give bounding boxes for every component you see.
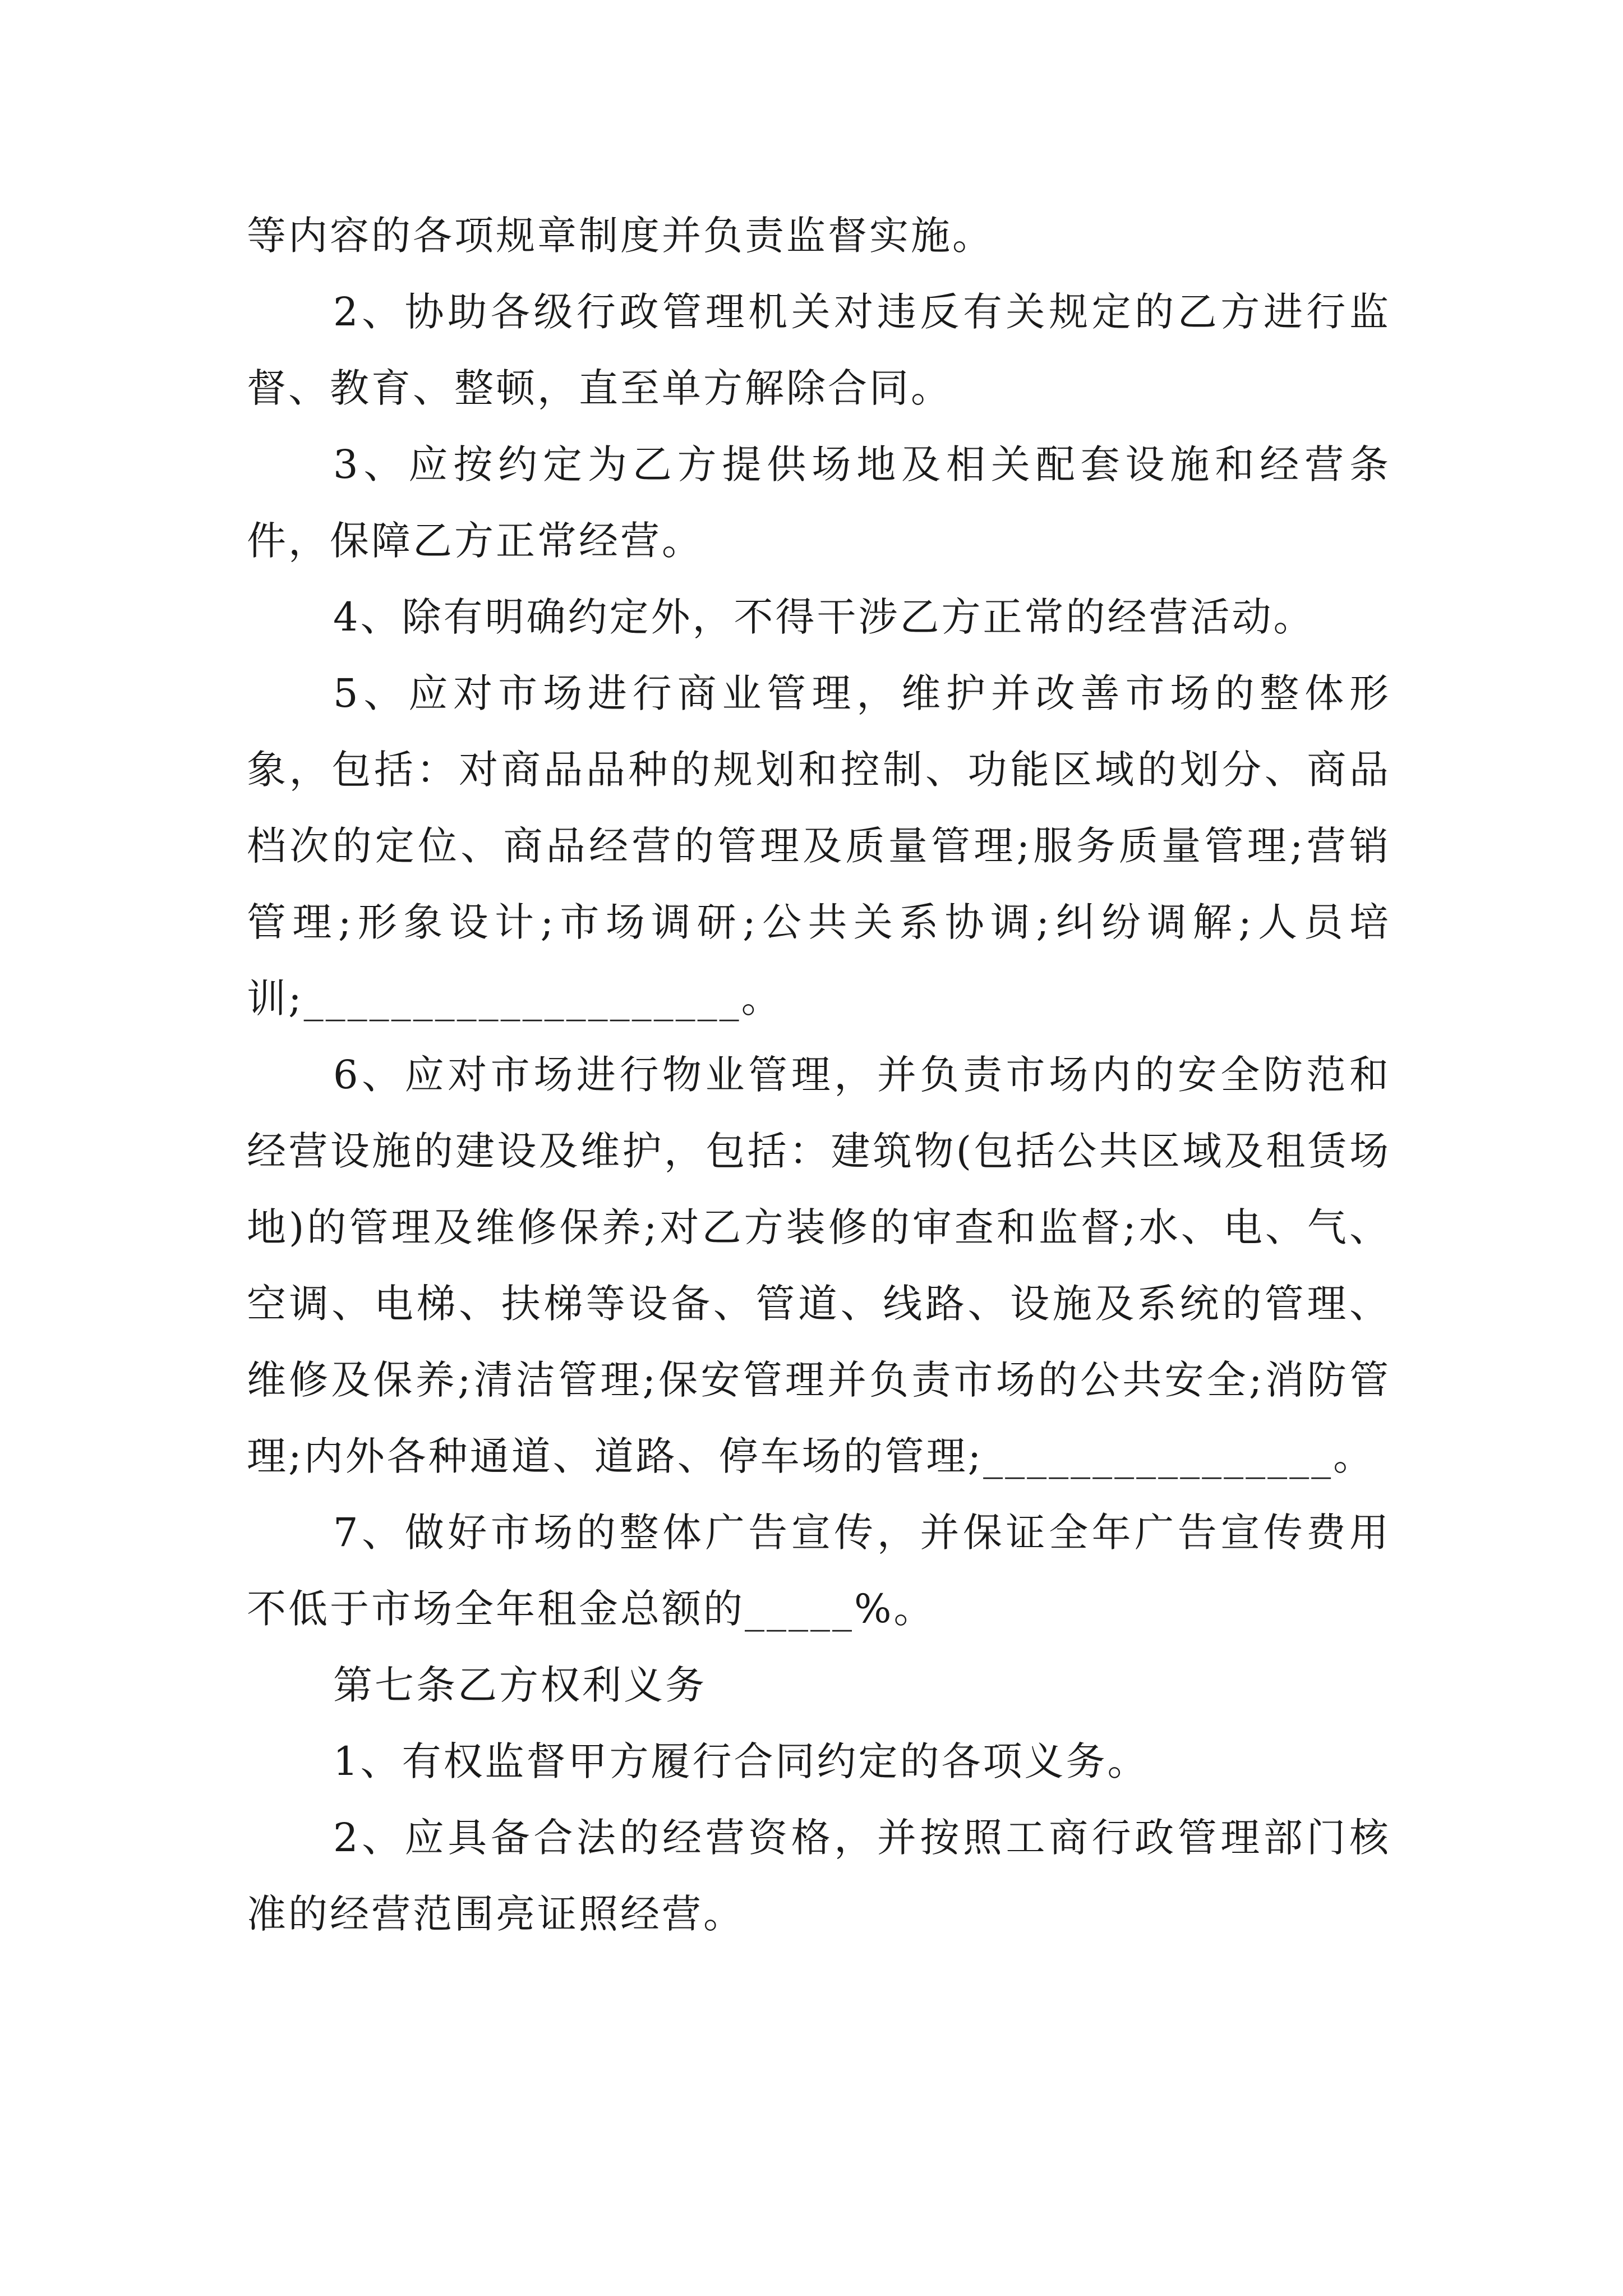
paragraph-item-7-advertising	[247, 1494, 1391, 1647]
paragraph-item-5-commercial-management	[247, 655, 1391, 1037]
paragraph-text: 1、有权监督甲方履行合同约定的各项义务。	[333, 1738, 1149, 1784]
fill-in-blank: ________________	[983, 1433, 1334, 1479]
paragraph-text: 等内容的各项规章制度并负责监督实施。	[247, 213, 994, 259]
paragraph-text: 5、应对市场进行商业管理，维护并改善市场的整体形象，包括：对商品品种的规划和控制、功能区域的划分、商品档次的定位、商品经营的管理及质量管理;服务质量管理;营销管理;形象设计;市场调研;公共关系协调;纠纷调解;人员培训;	[247, 670, 1391, 1022]
section-heading-article-7	[247, 1647, 1391, 1723]
paragraph-text: 7、做好市场的整体广告宣传，并保证全年广告宣传费用不低于市场全年租金总额的	[247, 1510, 1391, 1632]
paragraph-text: 3、应按约定为乙方提供场地及相关配套设施和经营条件，保障乙方正常经营。	[247, 441, 1391, 564]
fill-in-blank: ____________________	[303, 976, 741, 1022]
paragraph-item-3-provide-premises	[247, 426, 1391, 579]
paragraph-item-2-assist-agencies	[247, 274, 1391, 426]
section-heading-text: 第七条乙方权利义务	[333, 1662, 707, 1708]
paragraph-item-6-property-management	[247, 1037, 1391, 1494]
paragraph-item-4-no-interference	[247, 579, 1391, 655]
paragraph-rules-continuation	[247, 197, 1391, 274]
paragraph-text: 2、协助各级行政管理机关对违反有关规定的乙方进行监督、教育、整顿，直至单方解除合同。	[247, 289, 1391, 411]
paragraph-text: 。	[1333, 1433, 1375, 1479]
paragraph-party-b-item-2	[247, 1800, 1391, 1952]
paragraph-text: 4、除有明确约定外，不得干涉乙方正常的经营活动。	[333, 594, 1315, 640]
paragraph-text: 6、应对市场进行物业管理，并负责市场内的安全防范和经营设施的建设及维护，包括：建筑物(包括公共区域及租赁场地)的管理及维修保养;对乙方装修的审查和监督;水、电、气、空调、电梯、扶梯等设备、管道、线路、设施及系统的管理、维修及保养;清洁管理;保安管理并负责市场的公共安全;消防管理;内外各种通道、道路、停车场的管理;	[247, 1052, 1391, 1479]
fill-in-blank: _____	[745, 1586, 854, 1632]
paragraph-text: 。	[741, 976, 783, 1022]
paragraph-text: 2、应具备合法的经营资格，并按照工商行政管理部门核准的经营范围亮证照经营。	[247, 1815, 1391, 1937]
paragraph-party-b-item-1	[247, 1723, 1391, 1800]
document-body	[247, 197, 1391, 1952]
paragraph-text: %。	[854, 1586, 935, 1632]
